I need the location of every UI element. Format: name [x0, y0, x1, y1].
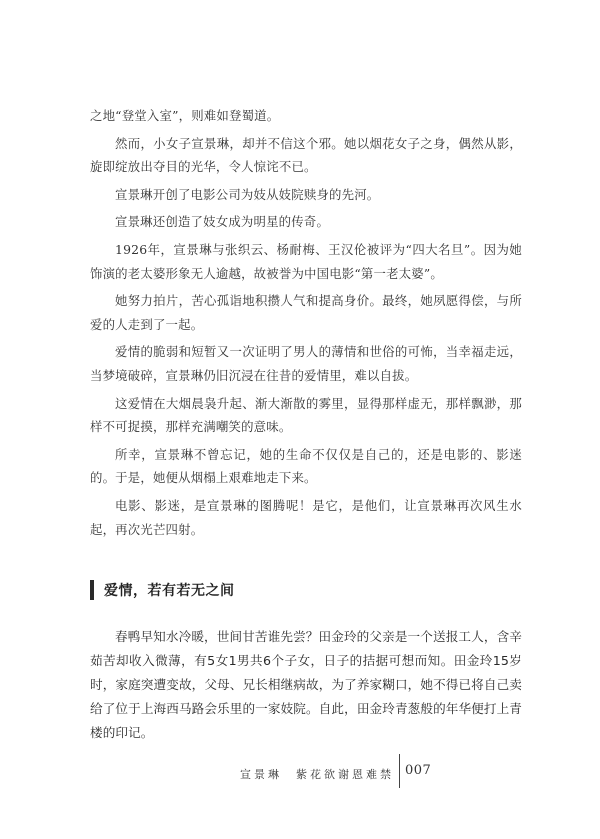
heading-marker-bar [90, 580, 94, 600]
paragraph-6: 她努力拍片，苦心孤诣地积攒人气和提高身价。最终，她夙愿得偿，与所爱的人走到了一起。 [90, 293, 522, 332]
section-heading-text: 爱情，若有若无之间 [104, 583, 235, 599]
paragraph-3: 宣景琳开创了电影公司为妓从妓院赎身的先河。 [115, 186, 380, 202]
paragraph-5: 1926年，宣景琳与张织云、杨耐梅、王汉伦被评为“四大名旦”。因为她饰演的老太婆形象无人逾越，故被誉为中国电影“第一老太婆”。 [90, 241, 522, 281]
paragraph-9: 所幸，宣景琳不曾忘记，她的生命不仅仅是自己的，还是电影的、影迷的。于是，她便从烟榻上艰难地走下来。 [90, 446, 522, 486]
page-footer [0, 754, 600, 788]
page-number: 007 [405, 763, 432, 778]
footer-divider [399, 754, 400, 788]
paragraph-4: 宣景琳还创造了妓女成为明星的传奇。 [115, 214, 330, 230]
running-title: 宣景琳 紫花欲谢恩难禁 [240, 768, 394, 781]
section-paragraph: 春鸭早知水冷暖，世间甘苦谁先尝？田金玲的父亲是一个送报工人，含辛茹苦却收入微薄，有5女1男共6个子女，日子的拮据可想而知。田金玲15岁时，家庭突遭变故，父母、兄长相继病故，为了养家糊口，她不得已将自己卖给了位于上海西马路会乐里的一家妓院。自此，田金玲青葱般的年华便打上青楼的印记。 [90, 629, 522, 740]
paragraph-2: 然而，小女子宣景琳，却并不信这个邪。她以烟花女子之身，偶然从影，旋即绽放出夺目的光华，令人惊诧不已。 [90, 135, 522, 175]
paragraph-1: 之地“登堂入室”，则难如登蜀道。 [90, 108, 280, 123]
paragraph-10: 电影、影迷，是宣景琳的图腾呢！是它，是他们，让宣景琳再次风生水起，再次光芒四射。 [90, 497, 522, 537]
paragraph-8: 这爱情在大烟晨袅升起、渐大渐散的雾里，显得那样虚无，那样飘渺，那样不可捉摸，那样充满嘲笑的意味。 [90, 395, 522, 435]
paragraph-7: 爱情的脆弱和短暂又一次证明了男人的薄情和世俗的可怖，当幸福走远，当梦境破碎，宣景琳仍旧沉浸在往昔的爱情里，难以自拔。 [90, 344, 522, 383]
body-text-bottom [90, 625, 522, 745]
body-text-top [90, 104, 522, 545]
section-heading [90, 579, 522, 601]
